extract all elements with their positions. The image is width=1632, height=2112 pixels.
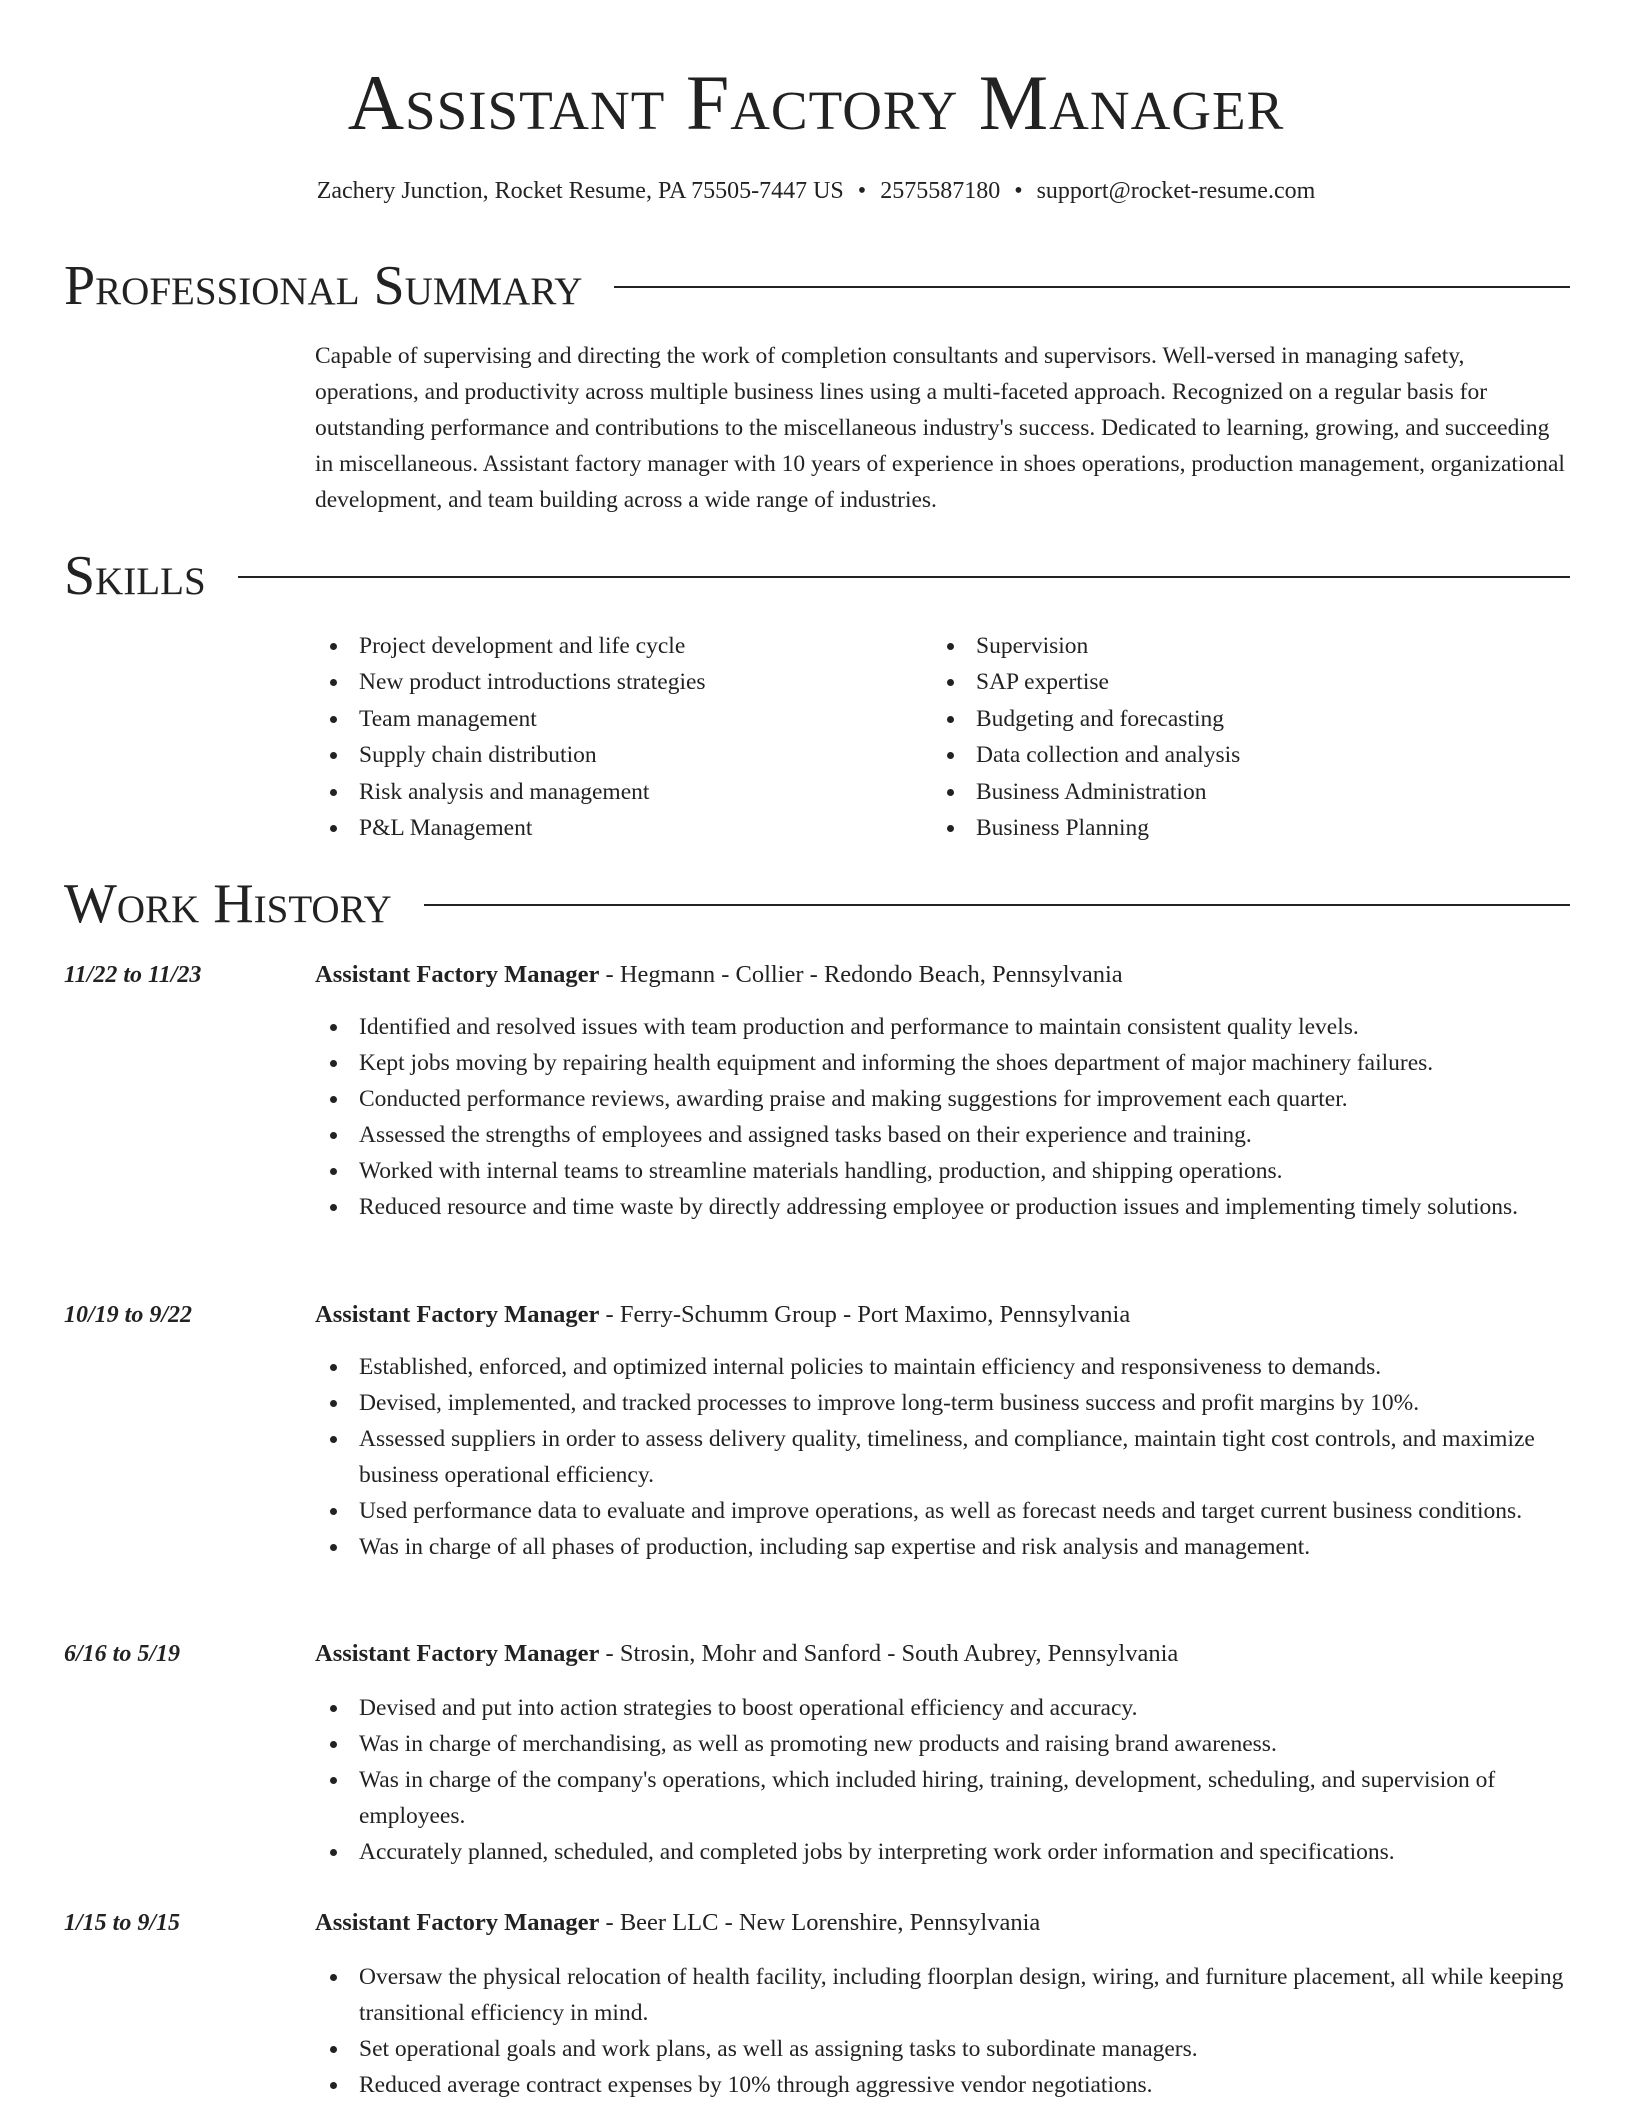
bullet-icon <box>330 789 337 796</box>
bullet-icon <box>330 1060 337 1067</box>
skill-label: SAP expertise <box>976 669 1109 696</box>
job-dates: 10/19 to 9/22 <box>64 1302 193 1328</box>
bullet-text: Reduced resource and time waste by directly addressing employee or production issues and implementing timely solutions. <box>359 1194 1519 1220</box>
list-item <box>315 1045 1570 1081</box>
bullet-text: Devised and put into action strategies to boost operational efficiency and accuracy. <box>359 1695 1138 1721</box>
skills-heading: Skills <box>64 545 206 607</box>
job-role: Assistant Factory Manager <box>315 1640 600 1667</box>
contact-separator: • <box>1014 178 1023 204</box>
bullet-icon <box>330 1974 337 1981</box>
skill-item <box>932 810 1492 846</box>
skill-label: P&L Management <box>359 815 533 842</box>
bullet-icon <box>330 1777 337 1784</box>
bullet-text: Set operational goals and work plans, as well as assigning tasks to subordinate managers. <box>359 2036 1198 2062</box>
work-heading: Work History <box>64 873 392 935</box>
list-item <box>315 1009 1570 1045</box>
list-item <box>315 1529 1570 1565</box>
bullet-text: Worked with internal teams to streamline materials handling, production, and shipping operations. <box>359 1158 1283 1184</box>
bullet-icon <box>330 1400 337 1407</box>
bullet-text: Was in charge of the company's operations, which included hiring, training, development, scheduling, and supervision of employees. <box>359 1767 1496 1829</box>
job-role: Assistant Factory Manager <box>315 961 600 988</box>
work-section-header <box>64 872 1570 936</box>
skill-label: Project development and life cycle <box>359 633 686 659</box>
list-item <box>315 1959 1570 2031</box>
bullet-text: Established, enforced, and optimized internal policies to maintain efficiency and responsiveness to demands. <box>359 1354 1382 1380</box>
job-details: - Beer LLC - New Lorenshire, Pennsylvania <box>599 1909 1041 1936</box>
bullet-icon <box>330 1544 337 1551</box>
job-details: - Strosin, Mohr and Sanford - South Aubrey, Pennsylvania <box>599 1640 1179 1667</box>
skills-section-header <box>64 544 1570 608</box>
job-title-line <box>315 1907 1040 1939</box>
job-bullets <box>315 1349 1570 1565</box>
skill-item <box>315 701 875 737</box>
bullet-text: Identified and resolved issues with team production and performance to maintain consistent quality levels. <box>359 1014 1359 1040</box>
skill-item <box>932 774 1492 810</box>
bullet-text: Kept jobs moving by repairing health equipment and informing the shoes department of major machinery failures. <box>359 1050 1434 1076</box>
list-item <box>315 1421 1570 1493</box>
bullet-icon <box>330 679 337 686</box>
bullet-icon <box>330 1132 337 1139</box>
section-divider <box>424 904 1570 906</box>
bullet-icon <box>330 643 337 650</box>
list-item <box>315 1762 1570 1834</box>
skill-label: Data collection and analysis <box>976 742 1241 769</box>
bullet-icon <box>330 1849 337 1856</box>
list-item <box>315 1349 1570 1385</box>
skill-label: Supervision <box>976 633 1089 659</box>
bullet-icon <box>330 716 337 723</box>
list-item <box>315 1117 1570 1153</box>
job-bullets <box>315 1009 1570 1225</box>
skills-list-left <box>315 628 875 846</box>
job-dates: 6/16 to 5/19 <box>64 1641 181 1667</box>
bullet-text: Used performance data to evaluate and improve operations, as well as forecast needs and target current business conditions. <box>359 1498 1523 1524</box>
bullet-icon <box>330 752 337 759</box>
bullet-icon <box>947 752 954 759</box>
skill-item <box>932 628 1492 664</box>
bullet-text: Oversaw the physical relocation of health facility, including floorplan design, wiring, and furniture placement, all while keeping transitional efficiency in mind. <box>359 1964 1564 2026</box>
list-item <box>315 1385 1570 1421</box>
bullet-icon <box>330 1024 337 1031</box>
bullet-icon <box>330 2046 337 2053</box>
summary-heading: Professional Summary <box>64 255 583 317</box>
list-item <box>315 1834 1570 1870</box>
bullet-text: Assessed suppliers in order to assess delivery quality, timeliness, and compliance, maintain tight cost controls, and maximize business operational efficiency. <box>359 1426 1535 1488</box>
bullet-icon <box>330 1705 337 1712</box>
bullet-icon <box>947 643 954 650</box>
bullet-icon <box>330 825 337 832</box>
skill-label: New product introductions strategies <box>359 669 706 696</box>
job-title-line <box>315 1638 1178 1670</box>
bullet-icon <box>330 1168 337 1175</box>
skill-item <box>932 701 1492 737</box>
skills-list-right <box>932 628 1492 846</box>
bullet-text: Accurately planned, scheduled, and completed jobs by interpreting work order information and specifications. <box>359 1839 1395 1865</box>
list-item <box>315 1726 1570 1762</box>
bullet-text: Was in charge of merchandising, as well as promoting new products and raising brand awareness. <box>359 1731 1277 1757</box>
job-title-line <box>315 959 1123 991</box>
skill-item <box>315 628 875 664</box>
list-item <box>315 1690 1570 1726</box>
skill-label: Team management <box>359 705 537 732</box>
skill-label: Business Planning <box>976 815 1150 842</box>
bullet-icon <box>330 1364 337 1371</box>
bullet-icon <box>330 1508 337 1515</box>
job-dates: 1/15 to 9/15 <box>64 1910 181 1936</box>
skill-label: Budgeting and forecasting <box>976 705 1224 732</box>
skill-label: Supply chain distribution <box>359 742 597 769</box>
summary-section-header <box>64 254 1570 318</box>
job-role: Assistant Factory Manager <box>315 1301 600 1328</box>
job-role: Assistant Factory Manager <box>315 1909 600 1936</box>
bullet-text: Was in charge of all phases of production, including sap expertise and risk analysis and management. <box>359 1534 1311 1560</box>
job-title-line <box>315 1299 1130 1331</box>
list-item <box>315 2067 1570 2103</box>
bullet-icon <box>330 1204 337 1211</box>
contact-address: Zachery Junction, Rocket Resume, PA 75505-7447 US <box>316 178 844 204</box>
bullet-text: Conducted performance reviews, awarding praise and making suggestions for improvement each quarter. <box>359 1086 1348 1112</box>
contact-email: support@rocket-resume.com <box>1036 178 1316 204</box>
list-item <box>315 1153 1570 1189</box>
list-item <box>315 2031 1570 2067</box>
list-item <box>315 1493 1570 1529</box>
section-divider <box>614 286 1570 288</box>
section-divider <box>238 576 1570 578</box>
page-title: Assistant Factory Manager <box>347 59 1285 146</box>
skill-label: Risk analysis and management <box>359 778 650 805</box>
skill-item <box>315 810 875 846</box>
bullet-icon <box>330 1741 337 1748</box>
contact-phone: 2575587180 <box>880 178 1001 204</box>
skill-item <box>932 737 1492 773</box>
bullet-icon <box>330 1096 337 1103</box>
job-details: - Hegmann - Collier - Redondo Beach, Pennsylvania <box>599 961 1123 988</box>
bullet-icon <box>330 1436 337 1443</box>
summary-text: Capable of supervising and directing the work of completion consultants and supervisors. Well-versed in managing safety, operations, and productivity across multiple business lines using a multi-faceted approach. Recognized on a regular basis for outstanding performance and contributions to the miscellaneous industry's success. Dedicated to learning, growing, and succeeding in miscellaneous. Assistant factory manager with 10 years of experience in shoes operations, production management, organizational development, and team building across a wide range of industries. <box>315 343 1565 513</box>
list-item <box>315 1189 1570 1225</box>
job-dates: 11/22 to 11/23 <box>64 962 202 988</box>
job-bullets <box>315 1959 1570 2103</box>
skill-item <box>315 737 875 773</box>
job-bullets <box>315 1690 1570 1870</box>
job-details: - Ferry-Schumm Group - Port Maximo, Pennsylvania <box>599 1301 1131 1328</box>
skill-label: Business Administration <box>976 778 1207 805</box>
bullet-icon <box>947 825 954 832</box>
contact-separator: • <box>857 178 867 204</box>
skill-item <box>315 774 875 810</box>
bullet-text: Reduced average contract expenses by 10% through aggressive vendor negotiations. <box>359 2072 1153 2098</box>
bullet-text: Assessed the strengths of employees and assigned tasks based on their experience and training. <box>359 1122 1252 1148</box>
skill-item <box>315 664 875 700</box>
bullet-icon <box>947 679 954 686</box>
bullet-text: Devised, implemented, and tracked processes to improve long-term business success and profit margins by 10%. <box>359 1390 1420 1416</box>
bullet-icon <box>947 789 954 796</box>
contact-line <box>0 176 1632 206</box>
skill-item <box>932 664 1492 700</box>
bullet-icon <box>947 716 954 723</box>
bullet-icon <box>330 2082 337 2089</box>
list-item <box>315 1081 1570 1117</box>
